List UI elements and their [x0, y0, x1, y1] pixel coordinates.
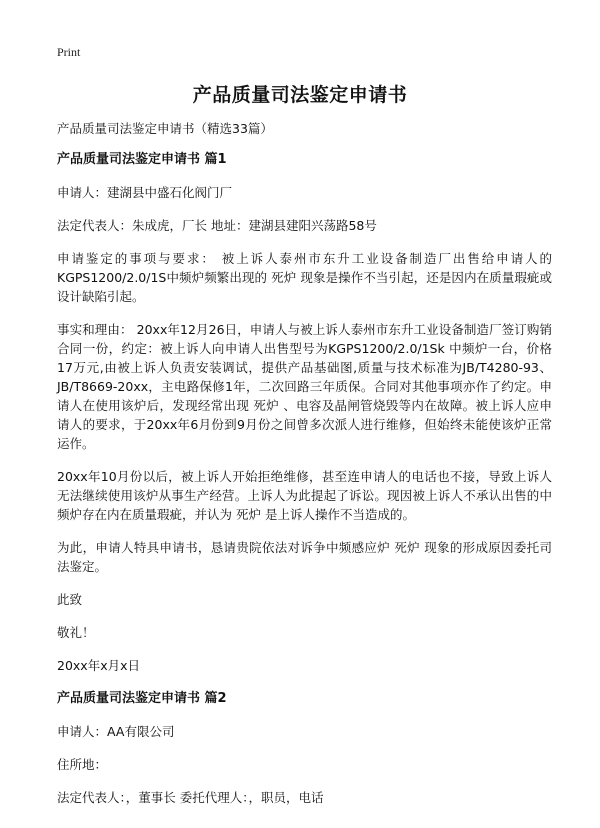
- paragraph: 法定代表人：朱成虎，厂长 地址：建湖县建阳兴荡路58号: [57, 218, 377, 233]
- paragraph: 申请鉴定的事项与要求： 被上诉人泰州市东升工业设备制造厂出售给申请人的KGPS1200/2.0/1S中频炉频繁出现的 死炉 现象是操作不当引起，还是因内在质量瑕疵或设计缺陷引起。: [57, 251, 552, 304]
- paragraph: 申请人：AA有限公司: [57, 724, 175, 739]
- document-subtitle: 产品质量司法鉴定申请书（精选33篇）: [57, 121, 273, 136]
- paragraph: 敬礼！: [57, 625, 95, 640]
- paragraph: 住所地：: [57, 757, 108, 772]
- page-title: 产品质量司法鉴定申请书: [192, 84, 408, 106]
- paragraph: 20xx年10月份以后，被上诉人开始拒绝维修，甚至连申请人的电话也不接，导致上诉人无法继续使用该炉从事生产经营。上诉人为此提起了诉讼。现因被上诉人不承认出售的中频炉存在内在质量瑕疵，并认为 死炉 是上诉人操作不当造成的。: [57, 469, 552, 522]
- section-heading-1: 产品质量司法鉴定申请书 篇1: [57, 152, 227, 167]
- paragraph: 事实和理由： 20xx年12月26日，申请人与被上诉人泰州市东升工业设备制造厂签订购销合同一份，约定：被上诉人向申请人出售型号为KGPS1200/2.0/1Sk 中频炉一台，价格17万元,由被上诉人负责安装调试，提供产品基础图,质量与技术标准为JB/T4280-93、JB/T8669-20xx，主电路保修1年，二次回路三年质保。合同对其他事项亦作了约定。申请人在使用该炉后，发现经常出现 死炉 、电容及晶闸管烧毁等内在故障。被上诉人应申请人的要求，于20xx年6月份到9月份之间曾多次派人进行维修，但始终未能使该炉正常运作。: [57, 322, 552, 451]
- paragraph: 申请人：建湖县中盛石化阀门厂: [57, 185, 233, 200]
- paragraph: 20xx年x月x日: [57, 658, 140, 673]
- paragraph: 为此，申请人特具申请书，恳请贵院依法对诉争中频感应炉 死炉 现象的形成原因委托司法鉴定。: [57, 540, 552, 574]
- paragraph: 此致: [57, 592, 83, 607]
- document-body: [57, 119, 552, 821]
- print-link[interactable]: Print: [57, 45, 81, 59]
- section-heading-2: 产品质量司法鉴定申请书 篇2: [57, 691, 227, 706]
- paragraph: 法定代表人：，董事长 委托代理人：，职员，电话: [57, 790, 324, 805]
